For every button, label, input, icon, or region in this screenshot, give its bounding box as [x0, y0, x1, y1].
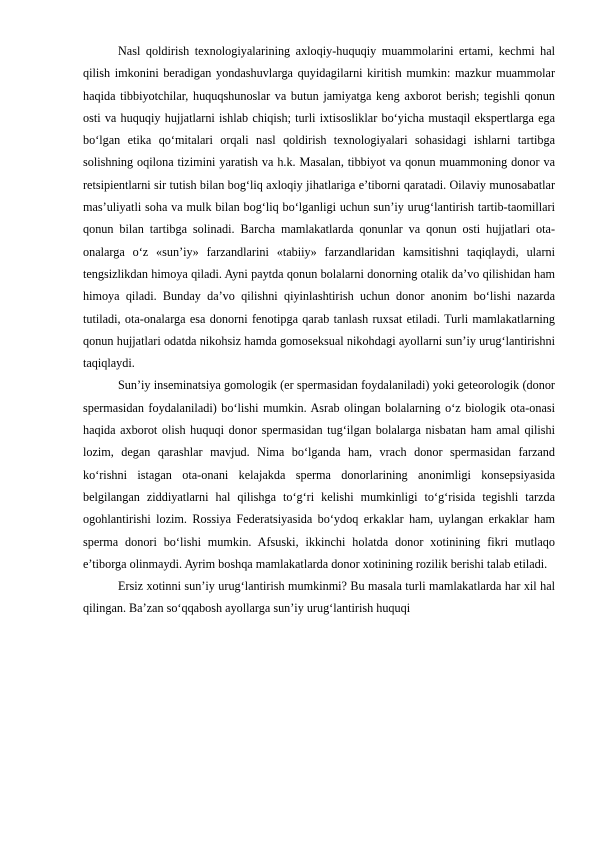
document-page	[83, 40, 555, 620]
paragraph-1: Nasl qoldirish texnologiyalarining axloqiy-huquqiy muammolarini ertami, kechmi hal qilish imkonini beradigan yondashuvlarga quyidagilarni kiritish mumkin: mazkur muammolar haqida tibbiyotchilar, huquqshunoslar va butun jamiyatga keng axborot berish; tegishli qonun osti va huquqiy hujjatlarni ishlab chiqish; turli ixtisosliklar bo‘yicha mustaqil ekspertlarga ega bo‘lgan etika qo‘mitalari orqali nasl qoldirish texnologiyalari sohasidagi ishlarni tartibga solishning oqilona tizimini yaratish va h.k. Masalan, tibbiyot va qonun muammoning donor va retsipientlarni sir tutish bilan bog‘liq axloqiy jihatlariga e’tiborni qaratadi. Oilaviy munosabatlar mas’uliyatli soha va mulk bilan bog‘liq bo‘lganligi uchun sun’iy urug‘lantirish tartib-taomillari qonun bilan tartibga solinadi. Barcha mamlakatlarda qonunlar va qonun osti hujjatlari ota-onalarga o‘z «sun’iy» farzandlarini «tabiiy» farzandlaridan kamsitishni taqiqlaydi, ularni tengsizlikdan himoya qiladi. Ayni paytda qonun bolalarni donorning otalik da’vo qilishidan ham himoya qiladi. Bunday da’vo qilishni qiyinlashtirish uchun donor anonim bo‘lishi nazarda tutiladi, ota-onalarga esa donorni fenotipga qarab tanlash ruxsat etiladi. Turli mamlakatlarning qonun hujjatlari odatda nikohsiz hamda gomoseksual nikohdagi ayollarni sun’iy urug‘lantirishni taqiqlaydi.	[83, 44, 555, 371]
paragraph-3: Ersiz xotinni sun’iy urug‘lantirish mumkinmi? Bu masala turli mamlakatlarda har xil hal qilingan. Ba’zan so‘qqabosh ayollarga sun’iy urug‘lantirish huquqi	[83, 579, 555, 616]
paragraph-2: Sun’iy inseminatsiya gomologik (er spermasidan foydalaniladi) yoki geteorologik (donor spermasidan foydalaniladi) bo‘lishi mumkin. Asrab olingan bolalarning o‘z biologik ota-onasi haqida axborot olish huquqi donor spermasidan tug‘ilgan bolalarga nisbatan ham amal qilishi lozim, degan qarashlar mavjud. Nima bo‘lganda ham, vrach donor spermasidan farzand ko‘rishni istagan ota-onani kelajakda sperma donorlarining anonimligi konsepsiyasida belgilangan ziddiyatlarni hal qilishga to‘g‘ri kelishi mumkinligi to‘g‘risida tegishli tarzda ogohlantirishi lozim. Rossiya Federatsiyasida bo‘ydoq erkaklar ham, uylangan erkaklar ham sperma donori bo‘lishi mumkin. Afsuski, ikkinchi holatda donor xotinining fikri mutlaqo e’tiborga olinmaydi. Ayrim boshqa mamlakatlarda donor xotinining rozilik berishi talab etiladi.	[83, 378, 555, 571]
